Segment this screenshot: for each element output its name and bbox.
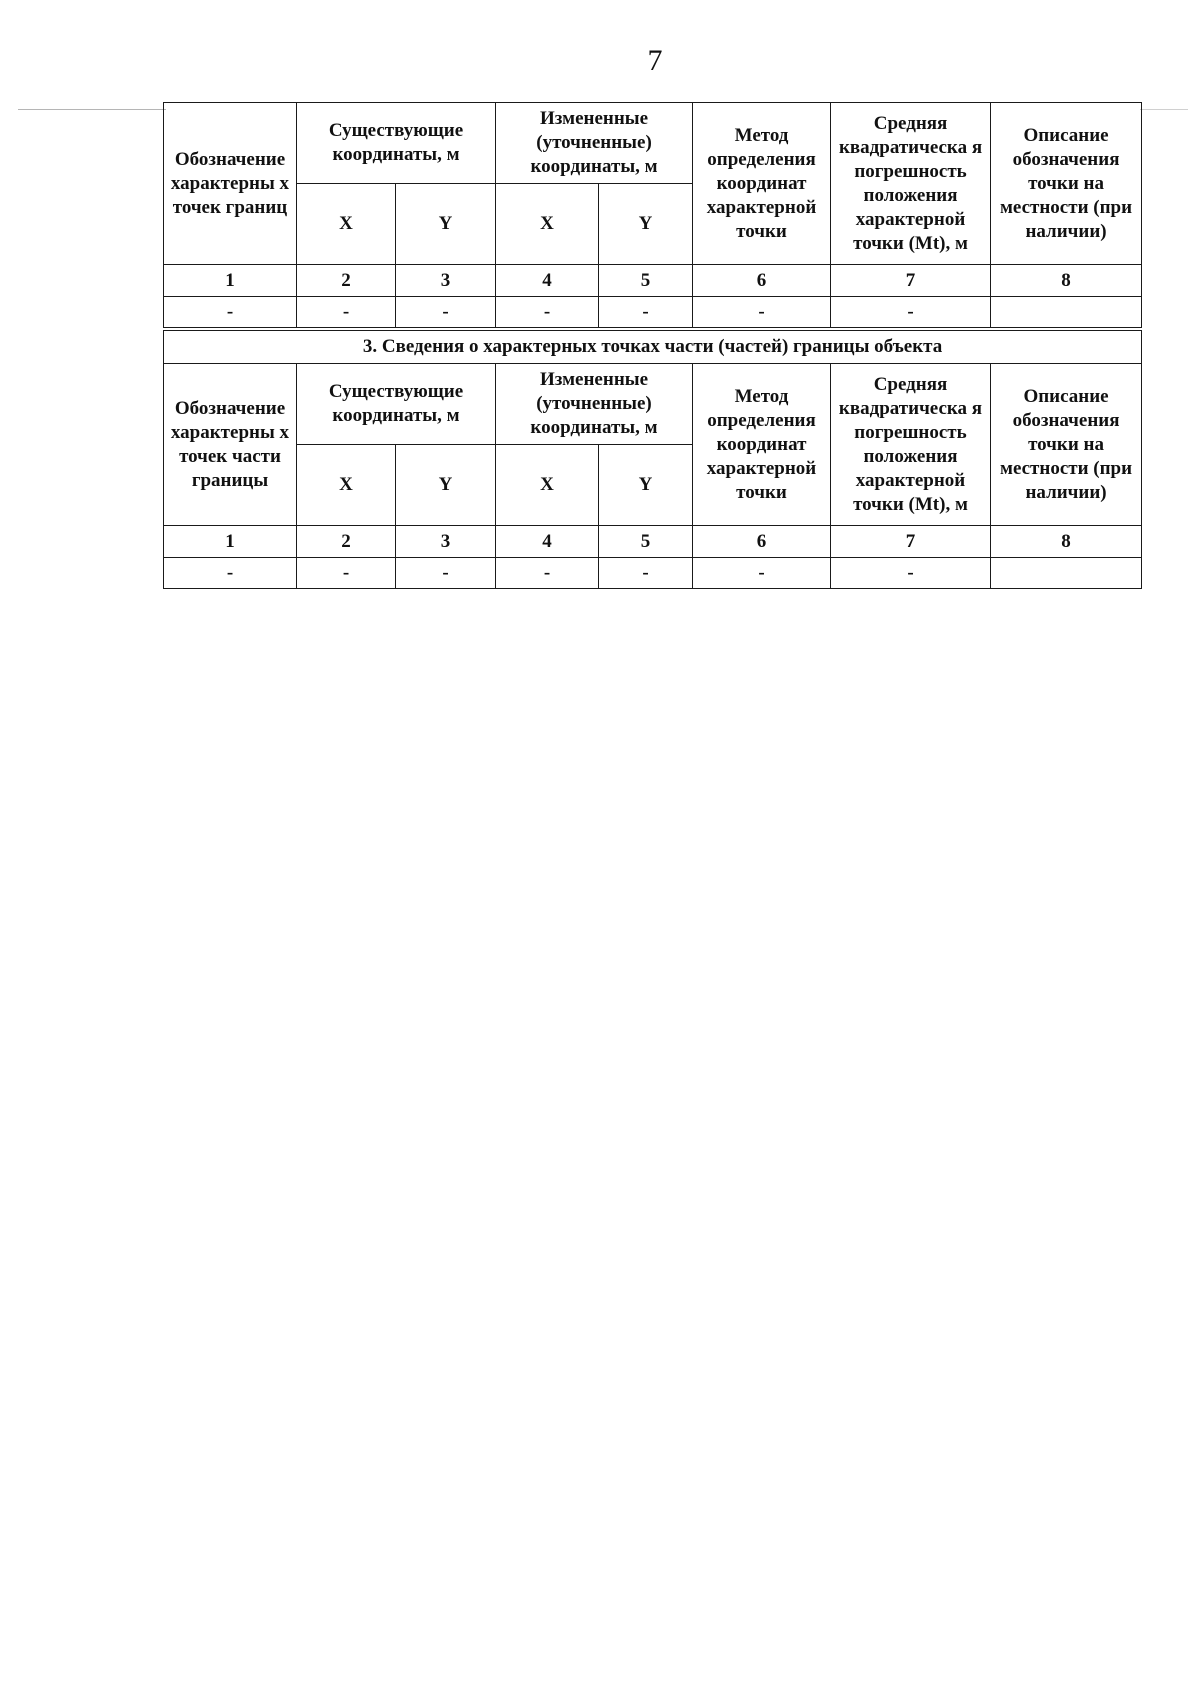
table-cell: - [297, 297, 396, 328]
column-number: 5 [599, 265, 693, 297]
column-number: 8 [991, 526, 1142, 558]
column-number: 8 [991, 265, 1142, 297]
header-existing-coordinates: Существующие координаты, м [297, 364, 496, 445]
header-changed-coordinates: Измененные (уточненные) координаты, м [496, 364, 693, 445]
section-3-title: 3. Сведения о характерных точках части (частей) границы объекта [164, 331, 1142, 364]
table-cell: - [693, 297, 831, 328]
column-number: 6 [693, 526, 831, 558]
column-number: 4 [496, 526, 599, 558]
header-existing-coordinates: Существующие координаты, м [297, 103, 496, 184]
column-number: 2 [297, 526, 396, 558]
page-number: 7 [647, 44, 663, 77]
boundary-points-table [163, 102, 1142, 328]
table-cell: - [599, 297, 693, 328]
header-method: Метод определения координат характерной точки [693, 103, 831, 265]
column-number: 7 [831, 526, 991, 558]
table-cell: - [496, 558, 599, 589]
header-description: Описание обозначения точки на местности (при наличии) [991, 103, 1142, 265]
table-cell: - [396, 297, 496, 328]
table-cell: - [831, 558, 991, 589]
column-number: 2 [297, 265, 396, 297]
column-number: 4 [496, 265, 599, 297]
header-y: Y [599, 445, 693, 526]
table-cell: - [164, 558, 297, 589]
column-number: 7 [831, 265, 991, 297]
header-description: Описание обозначения точки на местности (при наличии) [991, 364, 1142, 526]
header-x: X [297, 445, 396, 526]
header-method: Метод определения координат характерной точки [693, 364, 831, 526]
header-x: X [496, 445, 599, 526]
column-number: 1 [164, 526, 297, 558]
header-x: X [496, 184, 599, 265]
scan-artifact-line [18, 109, 166, 110]
table-cell: - [693, 558, 831, 589]
column-number: 6 [693, 265, 831, 297]
column-number: 1 [164, 265, 297, 297]
table-cell: - [831, 297, 991, 328]
table-cell: - [297, 558, 396, 589]
table-cell: - [164, 297, 297, 328]
header-y: Y [599, 184, 693, 265]
header-x: X [297, 184, 396, 265]
header-designation: Обозначение характерны х точек части границы [164, 364, 297, 526]
scan-artifact-line [1140, 109, 1188, 110]
part-boundary-points-table [163, 330, 1142, 589]
header-designation: Обозначение характерны х точек границ [164, 103, 297, 265]
header-mean-error: Средняя квадратическа я погрешность положения характерной точки (Mt), м [831, 364, 991, 526]
header-changed-coordinates: Измененные (уточненные) координаты, м [496, 103, 693, 184]
header-y: Y [396, 445, 496, 526]
header-mean-error: Средняя квадратическа я погрешность положения характерной точки (Mt), м [831, 103, 991, 265]
table-cell: - [599, 558, 693, 589]
header-y: Y [396, 184, 496, 265]
column-number: 5 [599, 526, 693, 558]
table-cell [991, 297, 1142, 328]
column-number: 3 [396, 526, 496, 558]
table-cell: - [396, 558, 496, 589]
table-cell [991, 558, 1142, 589]
table-cell: - [496, 297, 599, 328]
column-number: 3 [396, 265, 496, 297]
